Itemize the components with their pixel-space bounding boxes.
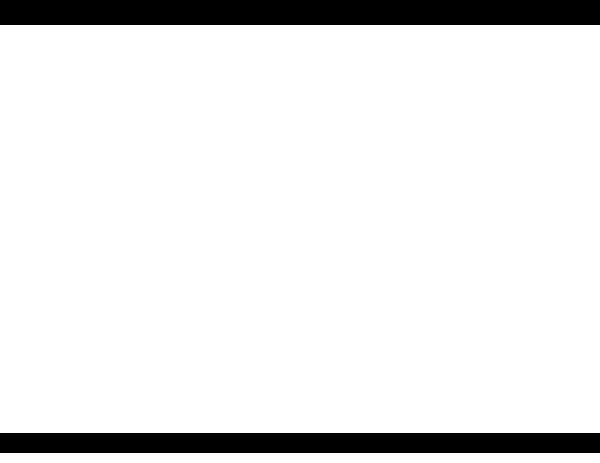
- phase-field: [200, 25, 400, 39]
- program-field: [400, 25, 600, 39]
- name-field[interactable]: [0, 25, 200, 39]
- footer-banner[interactable]: [0, 433, 600, 453]
- page-title: [0, 0, 600, 25]
- info-row: [0, 25, 600, 39]
